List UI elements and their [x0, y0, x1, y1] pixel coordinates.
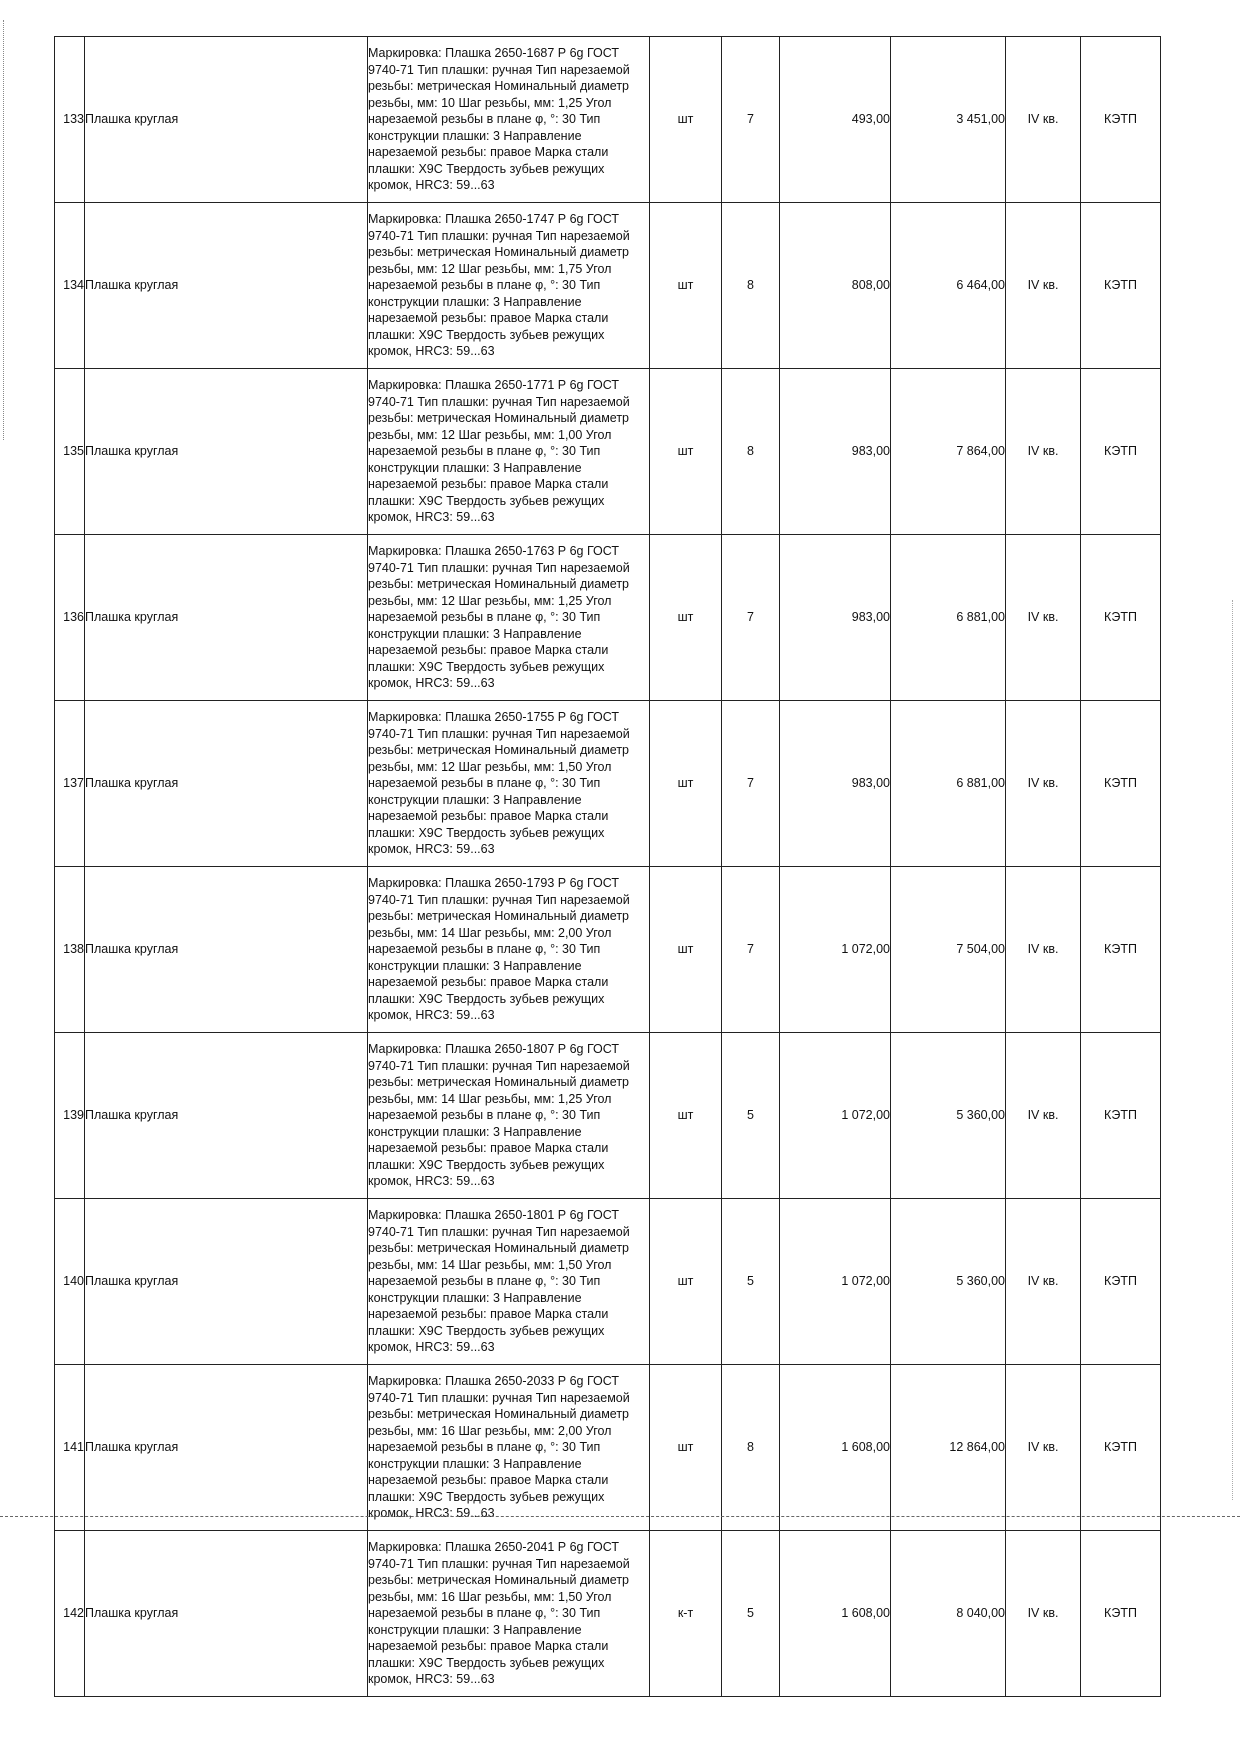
unit-price: 983,00	[780, 369, 891, 535]
table-row	[55, 1365, 1161, 1531]
table-row	[55, 867, 1161, 1033]
row-number: 141	[55, 1365, 85, 1531]
item-description: Маркировка: Плашка 2650-1793 Р 6g ГОСТ 9740-71 Тип плашки: ручная Тип нарезаемой резьбы: метрическая Номинальный диаметр резьбы, мм: 14 Шаг резьбы, мм: 2,00 Угол нарезаемой резьбы в плане φ, °: 30 Тип конструкции плашки: 3 Направление нарезаемой резьбы: правое Марка стали плашки: Х9С Твердость зубьев режущих кромок, HRC3: 59...63	[368, 867, 650, 1033]
table-row	[55, 535, 1161, 701]
total-amount: 7 504,00	[891, 867, 1006, 1033]
quantity: 7	[722, 701, 780, 867]
row-number: 135	[55, 369, 85, 535]
quantity: 8	[722, 1365, 780, 1531]
delivery-quarter: IV кв.	[1006, 535, 1081, 701]
delivery-quarter: IV кв.	[1006, 1199, 1081, 1365]
delivery-quarter: IV кв.	[1006, 867, 1081, 1033]
delivery-quarter: IV кв.	[1006, 203, 1081, 369]
unit-of-measure: шт	[650, 1033, 722, 1199]
quantity: 7	[722, 867, 780, 1033]
organization: КЭТП	[1081, 1531, 1161, 1697]
table-row	[55, 1531, 1161, 1697]
total-amount: 5 360,00	[891, 1199, 1006, 1365]
unit-of-measure: шт	[650, 369, 722, 535]
row-number: 139	[55, 1033, 85, 1199]
unit-of-measure: шт	[650, 701, 722, 867]
organization: КЭТП	[1081, 37, 1161, 203]
quantity: 8	[722, 369, 780, 535]
delivery-quarter: IV кв.	[1006, 1365, 1081, 1531]
table-row	[55, 37, 1161, 203]
organization: КЭТП	[1081, 203, 1161, 369]
total-amount: 6 464,00	[891, 203, 1006, 369]
item-name: Плашка круглая	[85, 1365, 368, 1531]
unit-of-measure: шт	[650, 37, 722, 203]
organization: КЭТП	[1081, 1199, 1161, 1365]
unit-of-measure: шт	[650, 203, 722, 369]
item-description: Маркировка: Плашка 2650-1755 Р 6g ГОСТ 9740-71 Тип плашки: ручная Тип нарезаемой резьбы: метрическая Номинальный диаметр резьбы, мм: 12 Шаг резьбы, мм: 1,50 Угол нарезаемой резьбы в плане φ, °: 30 Тип конструкции плашки: 3 Направление нарезаемой резьбы: правое Марка стали плашки: Х9С Твердость зубьев режущих кромок, HRC3: 59...63	[368, 701, 650, 867]
organization: КЭТП	[1081, 369, 1161, 535]
scan-edge-artifact	[1232, 600, 1237, 1500]
unit-of-measure: шт	[650, 867, 722, 1033]
unit-of-measure: к-т	[650, 1531, 722, 1697]
item-description: Маркировка: Плашка 2650-1687 Р 6g ГОСТ 9740-71 Тип плашки: ручная Тип нарезаемой резьбы: метрическая Номинальный диаметр резьбы, мм: 10 Шаг резьбы, мм: 1,25 Угол нарезаемой резьбы в плане φ, °: 30 Тип конструкции плашки: 3 Направление нарезаемой резьбы: правое Марка стали плашки: Х9С Твердость зубьев режущих кромок, HRC3: 59...63	[368, 37, 650, 203]
item-name: Плашка круглая	[85, 203, 368, 369]
item-description: Маркировка: Плашка 2650-1747 Р 6g ГОСТ 9740-71 Тип плашки: ручная Тип нарезаемой резьбы: метрическая Номинальный диаметр резьбы, мм: 12 Шаг резьбы, мм: 1,75 Угол нарезаемой резьбы в плане φ, °: 30 Тип конструкции плашки: 3 Направление нарезаемой резьбы: правое Марка стали плашки: Х9С Твердость зубьев режущих кромок, HRC3: 59...63	[368, 203, 650, 369]
unit-of-measure: шт	[650, 1199, 722, 1365]
row-number: 142	[55, 1531, 85, 1697]
delivery-quarter: IV кв.	[1006, 701, 1081, 867]
document-sheet	[54, 36, 1160, 1697]
delivery-quarter: IV кв.	[1006, 37, 1081, 203]
item-description: Маркировка: Плашка 2650-1771 Р 6g ГОСТ 9740-71 Тип плашки: ручная Тип нарезаемой резьбы: метрическая Номинальный диаметр резьбы, мм: 12 Шаг резьбы, мм: 1,00 Угол нарезаемой резьбы в плане φ, °: 30 Тип конструкции плашки: 3 Направление нарезаемой резьбы: правое Марка стали плашки: Х9С Твердость зубьев режущих кромок, HRC3: 59...63	[368, 369, 650, 535]
item-description: Маркировка: Плашка 2650-2041 Р 6g ГОСТ 9740-71 Тип плашки: ручная Тип нарезаемой резьбы: метрическая Номинальный диаметр резьбы, мм: 16 Шаг резьбы, мм: 1,50 Угол нарезаемой резьбы в плане φ, °: 30 Тип конструкции плашки: 3 Направление нарезаемой резьбы: правое Марка стали плашки: Х9С Твердость зубьев режущих кромок, HRC3: 59...63	[368, 1531, 650, 1697]
unit-price: 1 608,00	[780, 1531, 891, 1697]
delivery-quarter: IV кв.	[1006, 369, 1081, 535]
quantity: 7	[722, 535, 780, 701]
item-name: Плашка круглая	[85, 369, 368, 535]
organization: КЭТП	[1081, 535, 1161, 701]
item-name: Плашка круглая	[85, 1531, 368, 1697]
row-number: 137	[55, 701, 85, 867]
organization: КЭТП	[1081, 1033, 1161, 1199]
unit-of-measure: шт	[650, 535, 722, 701]
quantity: 7	[722, 37, 780, 203]
total-amount: 6 881,00	[891, 535, 1006, 701]
total-amount: 7 864,00	[891, 369, 1006, 535]
item-name: Плашка круглая	[85, 701, 368, 867]
item-description: Маркировка: Плашка 2650-1801 Р 6g ГОСТ 9740-71 Тип плашки: ручная Тип нарезаемой резьбы: метрическая Номинальный диаметр резьбы, мм: 14 Шаг резьбы, мм: 1,50 Угол нарезаемой резьбы в плане φ, °: 30 Тип конструкции плашки: 3 Направление нарезаемой резьбы: правое Марка стали плашки: Х9С Твердость зубьев режущих кромок, HRC3: 59...63	[368, 1199, 650, 1365]
table-body	[55, 37, 1161, 1697]
row-number: 138	[55, 867, 85, 1033]
quantity: 5	[722, 1531, 780, 1697]
total-amount: 12 864,00	[891, 1365, 1006, 1531]
organization: КЭТП	[1081, 1365, 1161, 1531]
item-description: Маркировка: Плашка 2650-1763 Р 6g ГОСТ 9740-71 Тип плашки: ручная Тип нарезаемой резьбы: метрическая Номинальный диаметр резьбы, мм: 12 Шаг резьбы, мм: 1,25 Угол нарезаемой резьбы в плане φ, °: 30 Тип конструкции плашки: 3 Направление нарезаемой резьбы: правое Марка стали плашки: Х9С Твердость зубьев режущих кромок, HRC3: 59...63	[368, 535, 650, 701]
unit-price: 1 072,00	[780, 1199, 891, 1365]
total-amount: 5 360,00	[891, 1033, 1006, 1199]
table-row	[55, 1199, 1161, 1365]
item-name: Плашка круглая	[85, 37, 368, 203]
scan-fold-line	[0, 1516, 1240, 1517]
unit-price: 493,00	[780, 37, 891, 203]
quantity: 5	[722, 1199, 780, 1365]
item-name: Плашка круглая	[85, 1033, 368, 1199]
table-row	[55, 701, 1161, 867]
item-name: Плашка круглая	[85, 1199, 368, 1365]
item-description: Маркировка: Плашка 2650-2033 Р 6g ГОСТ 9740-71 Тип плашки: ручная Тип нарезаемой резьбы: метрическая Номинальный диаметр резьбы, мм: 16 Шаг резьбы, мм: 2,00 Угол нарезаемой резьбы в плане φ, °: 30 Тип конструкции плашки: 3 Направление нарезаемой резьбы: правое Марка стали плашки: Х9С Твердость зубьев режущих кромок, HRC3: 59...63	[368, 1365, 650, 1531]
specification-table	[54, 36, 1161, 1697]
unit-price: 983,00	[780, 701, 891, 867]
row-number: 133	[55, 37, 85, 203]
total-amount: 3 451,00	[891, 37, 1006, 203]
unit-price: 808,00	[780, 203, 891, 369]
row-number: 136	[55, 535, 85, 701]
item-name: Плашка круглая	[85, 867, 368, 1033]
organization: КЭТП	[1081, 867, 1161, 1033]
unit-price: 1 072,00	[780, 1033, 891, 1199]
total-amount: 6 881,00	[891, 701, 1006, 867]
unit-price: 983,00	[780, 535, 891, 701]
item-name: Плашка круглая	[85, 535, 368, 701]
table-row	[55, 369, 1161, 535]
table-row	[55, 1033, 1161, 1199]
unit-of-measure: шт	[650, 1365, 722, 1531]
unit-price: 1 608,00	[780, 1365, 891, 1531]
quantity: 5	[722, 1033, 780, 1199]
scan-edge-artifact	[3, 20, 10, 440]
quantity: 8	[722, 203, 780, 369]
delivery-quarter: IV кв.	[1006, 1531, 1081, 1697]
delivery-quarter: IV кв.	[1006, 1033, 1081, 1199]
row-number: 134	[55, 203, 85, 369]
organization: КЭТП	[1081, 701, 1161, 867]
item-description: Маркировка: Плашка 2650-1807 Р 6g ГОСТ 9740-71 Тип плашки: ручная Тип нарезаемой резьбы: метрическая Номинальный диаметр резьбы, мм: 14 Шаг резьбы, мм: 1,25 Угол нарезаемой резьбы в плане φ, °: 30 Тип конструкции плашки: 3 Направление нарезаемой резьбы: правое Марка стали плашки: Х9С Твердость зубьев режущих кромок, HRC3: 59...63	[368, 1033, 650, 1199]
unit-price: 1 072,00	[780, 867, 891, 1033]
row-number: 140	[55, 1199, 85, 1365]
total-amount: 8 040,00	[891, 1531, 1006, 1697]
table-row	[55, 203, 1161, 369]
